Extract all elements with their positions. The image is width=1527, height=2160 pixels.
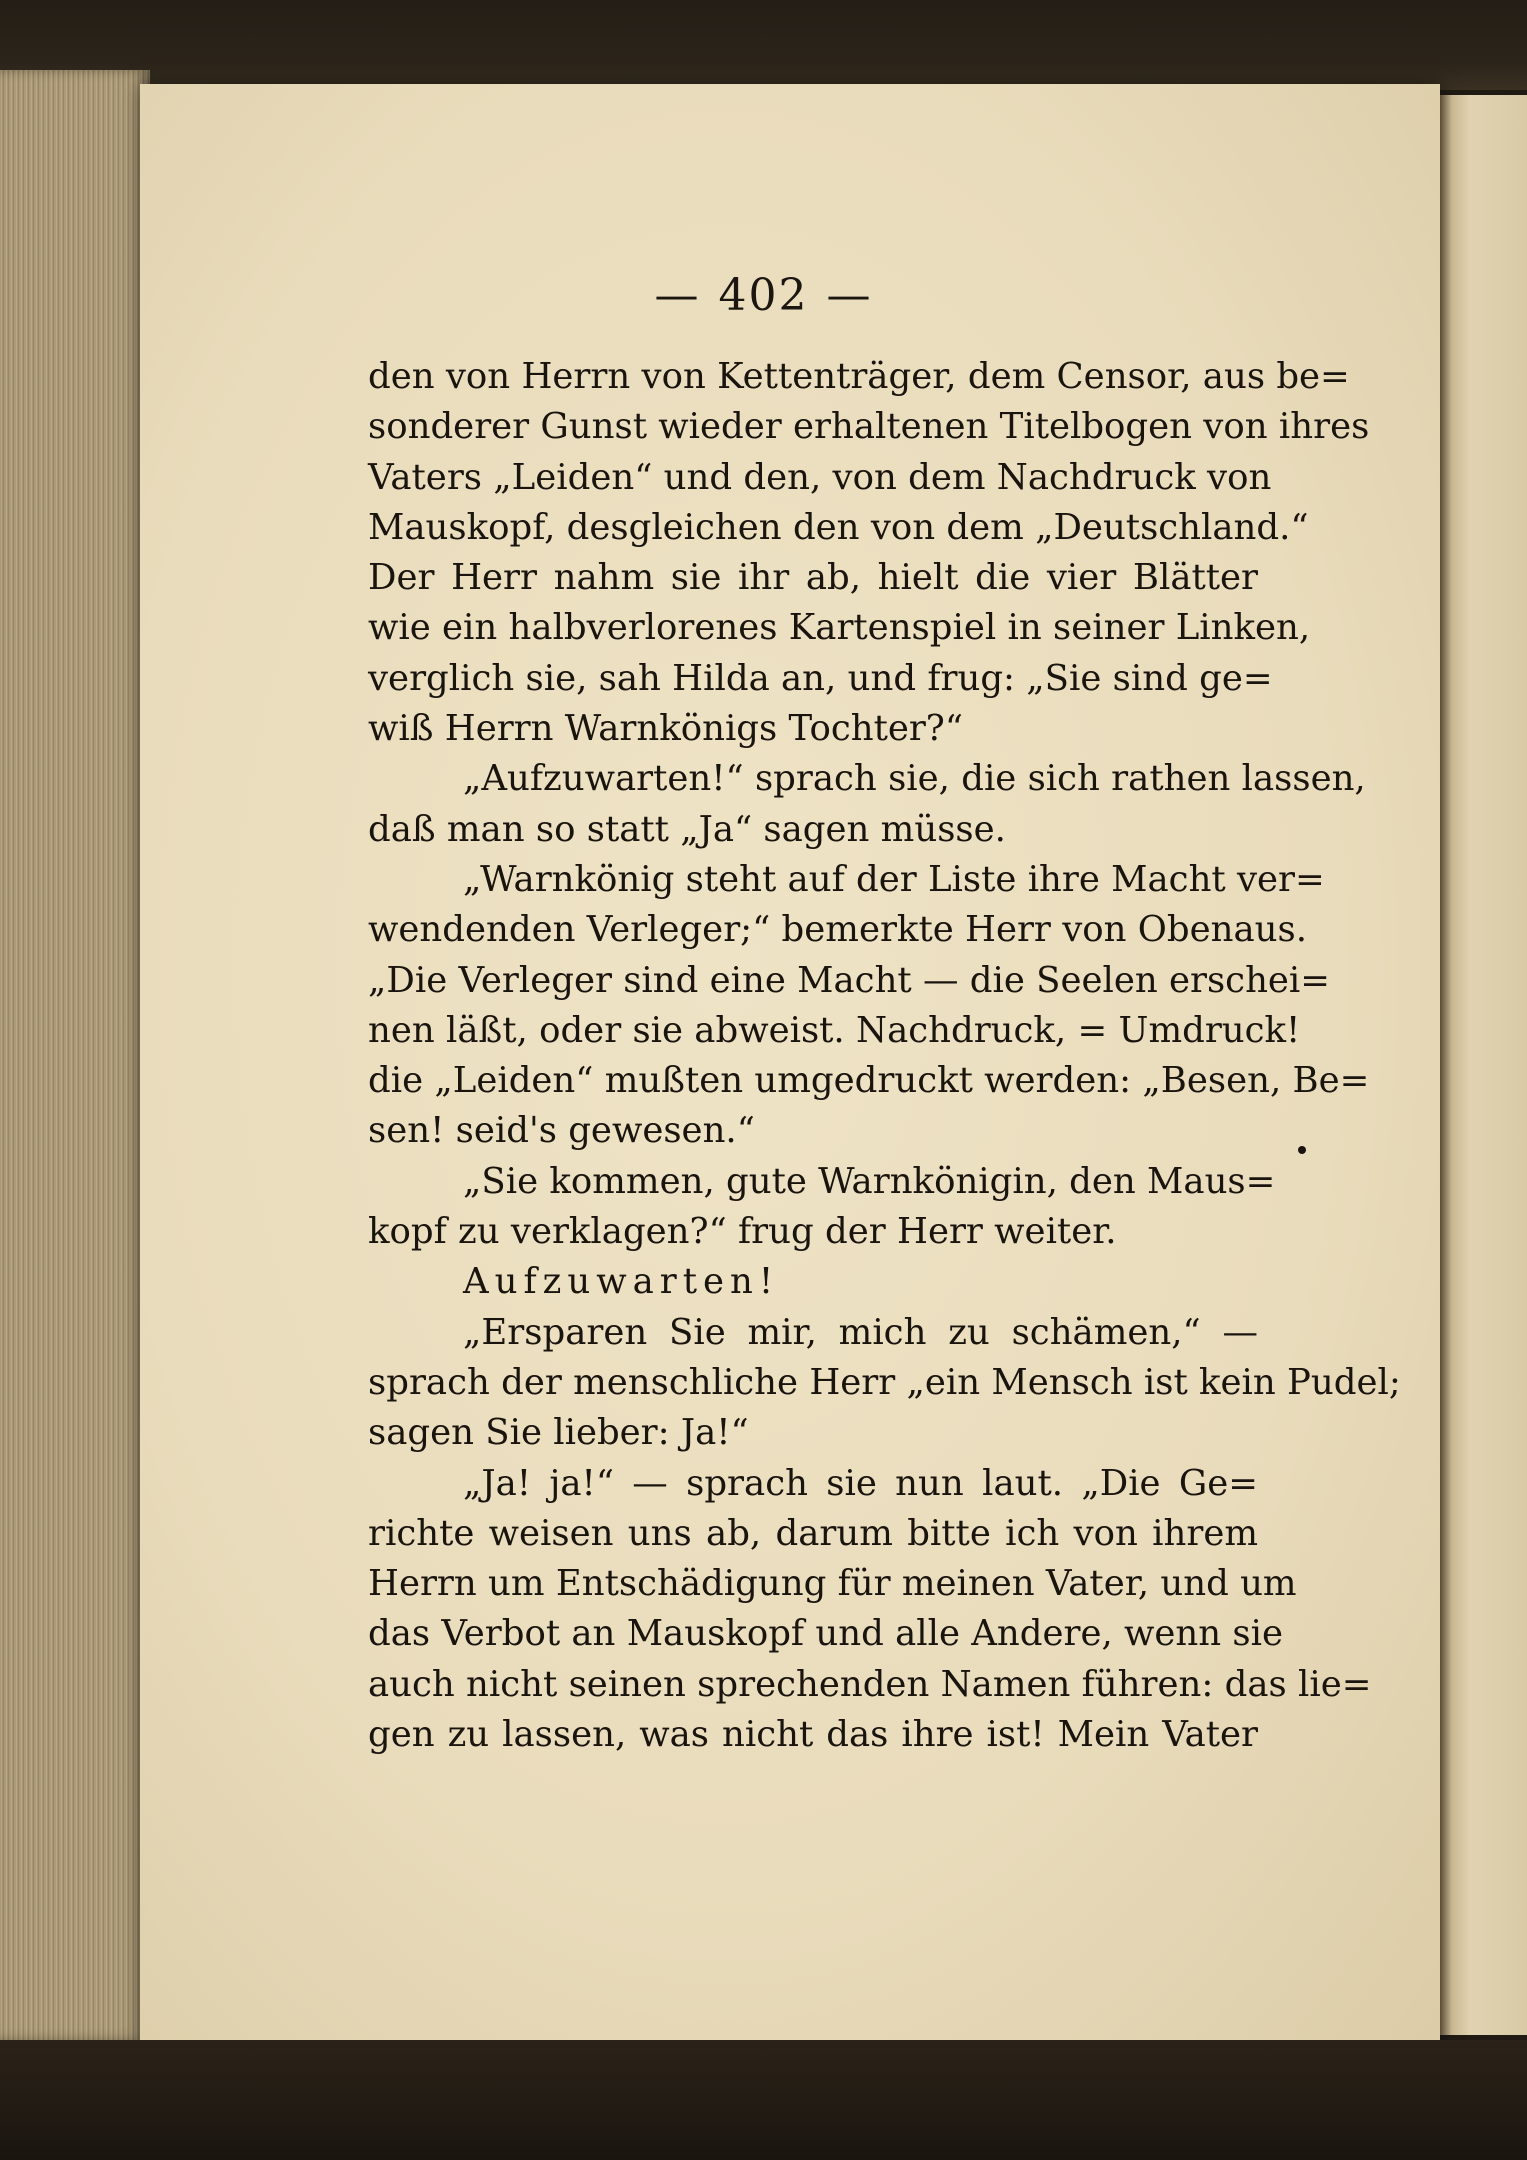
text-line: Mauskopf, desgleichen den von dem „Deutschland.“	[368, 506, 1309, 548]
text-line: sprach der menschliche Herr „ein Mensch ist kein Pudel;	[368, 1361, 1401, 1403]
text-line: „Ersparen Sie mir, mich zu schämen,“ —	[463, 1311, 1258, 1353]
scan-background-top	[0, 0, 1527, 90]
text-line: wendenden Verleger;“ bemerkte Herr von Obenaus.	[368, 909, 1307, 951]
text-line: die „Leiden“ mußten umgedruckt werden: „Besen, Be=	[368, 1060, 1370, 1102]
text-line: daß man so statt „Ja“ sagen müsse.	[368, 808, 1006, 850]
page-number-dash-left: —	[654, 270, 701, 321]
page-number-dash-right: —	[826, 270, 873, 321]
text-line: sonderer Gunst wieder erhaltenen Titelbogen von ihres	[368, 406, 1370, 448]
text-line: „Die Verleger sind eine Macht — die Seelen erschei=	[368, 959, 1331, 1001]
body-text	[368, 352, 1401, 1760]
text-line: sen! seid's gewesen.“	[368, 1110, 755, 1152]
text-line: „Sie kommen, gute Warnkönigin, den Maus=	[463, 1160, 1276, 1202]
text-line: gen zu lassen, was nicht das ihre ist! Mein Vater	[368, 1714, 1258, 1756]
page-number-header	[0, 270, 1527, 321]
text-line: den von Herrn von Kettenträger, dem Censor, aus be=	[368, 356, 1350, 397]
text-line: „Aufzuwarten!“ sprach sie, die sich rathen lassen,	[463, 758, 1366, 800]
page-number: 402	[718, 270, 809, 321]
text-line: „Warnkönig steht auf der Liste ihre Macht ver=	[463, 858, 1325, 900]
text-line: das Verbot an Mauskopf und alle Andere, wenn sie	[368, 1613, 1284, 1655]
text-line: verglich sie, sah Hilda an, und frug: „Sie sind ge=	[368, 657, 1273, 699]
text-line: „Ja! ja!“ — sprach sie nun laut. „Die Ge=	[463, 1462, 1258, 1504]
page-stack-edge	[0, 70, 150, 2040]
ink-spot	[1298, 1146, 1306, 1154]
text-line: wiß Herrn Warnkönigs Tochter?“	[368, 708, 963, 750]
text-line: auch nicht seinen sprechenden Namen führen: das lie=	[368, 1663, 1372, 1705]
text-line: Aufzuwarten!	[463, 1261, 780, 1303]
text-line: wie ein halbverlorenes Kartenspiel in seiner Linken,	[368, 607, 1311, 649]
text-line: Herrn um Entschädigung für meinen Vater, und um	[368, 1563, 1297, 1605]
text-line: sagen Sie lieber: Ja!“	[368, 1412, 749, 1454]
facing-page-edge	[1440, 95, 1527, 2035]
text-line: Der Herr nahm sie ihr ab, hielt die vier Blätter	[368, 557, 1258, 599]
text-line: nen läßt, oder sie abweist. Nachdruck, = Umdruck!	[368, 1009, 1301, 1051]
scan-background-bottom	[0, 2040, 1527, 2160]
text-line: kopf zu verklagen?“ frug der Herr weiter.	[368, 1211, 1117, 1253]
text-line: richte weisen uns ab, darum bitte ich von ihrem	[368, 1512, 1258, 1554]
text-line: Vaters „Leiden“ und den, von dem Nachdruck von	[368, 456, 1272, 498]
